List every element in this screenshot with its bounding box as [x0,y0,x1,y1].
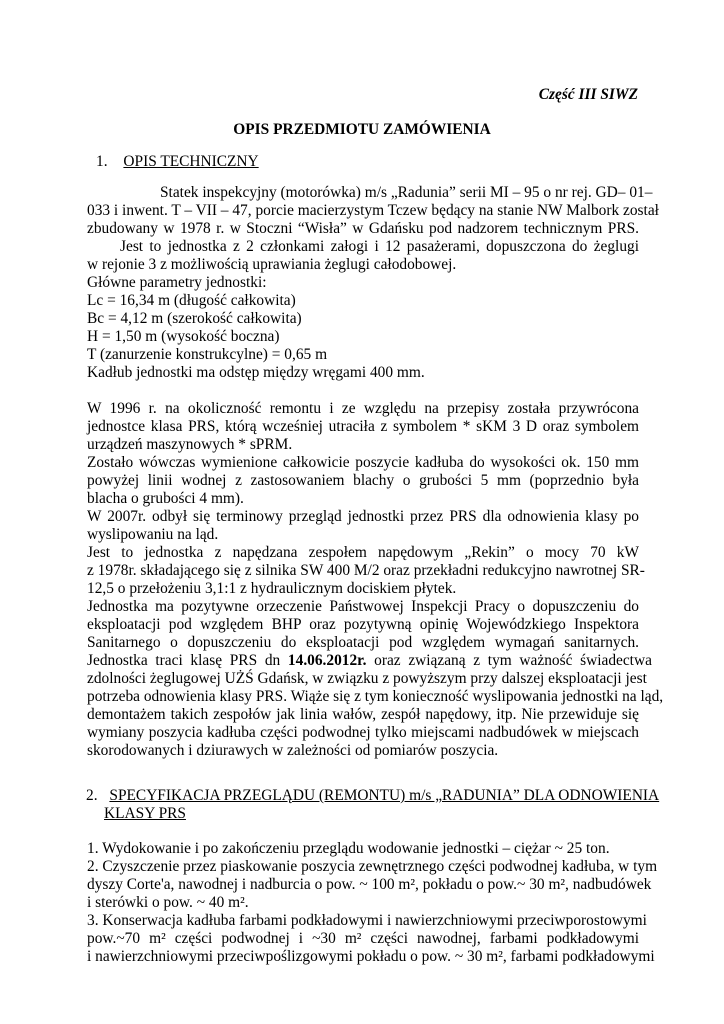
s2-line: i nawierzchniowymi przeciwpoślizgowymi pokładu o pow. ~ 30 m², farbami podkładowymi [87,948,655,965]
section-2-heading [86,787,660,805]
s1-line: wyslipowaniu na ląd. [87,526,219,543]
s2-line: 3. Konserwacja kadłuba farbami podkładowymi i nawierzchniowymi przeciwporostowymi [87,912,647,929]
s2-line: i sterówki o pow. ~ 40 m². [87,894,249,911]
s1-prs-text-a: Jednostka traci klasę PRS dn [87,652,288,669]
s1-line: blacha o grubości 4 mm). [87,490,244,507]
s1-line: potrzeba odnowienia klasy PRS. Wiąże się z tym konieczność wyslipowania jednostki na ląd, [87,688,664,705]
section-1-number: 1. [96,153,108,170]
s1-param-t: T (zanurzenie konstrukcylne) = 0,65 m [87,346,328,363]
s1-param-h: H = 1,50 m (wysokość boczna) [87,328,280,345]
s1-line: Jest to jednostka z 2 członkami załogi i 12 pasażerami, dopuszczona do żeglugi [120,238,639,255]
s1-line: w rejonie 3 z możliwością uprawiania żeglugi całodobowej. [87,256,457,273]
s1-line: 12,5 o przełożeniu 3,1:1 z hydraulicznym dociskiem płytek. [87,580,457,597]
s1-line: Jednostka ma pozytywne orzeczenie Państwowej Inspekcji Pracy o dopuszczeniu do [87,598,639,615]
s1-line: zbudowany w 1978 r. w Stoczni “Wisła” w Gdańsku pod nadzorem technicznym PRS. [87,220,639,237]
s1-line: zdolności żeglugowej UŻŚ Gdańsk, w związku z powyższym przy dalszej eksploatacji jest [87,670,647,687]
s1-line: Jest to jednostka z napędzana zespołem napędowym „Rekin” o mocy 70 kW [87,544,639,561]
s1-line: Statek inspekcyjny (motorówka) m/s „Radunia” serii MI – 95 o nr rej. GD– 01– [160,184,653,201]
s1-param-bc: Bc = 4,12 m (szerokość całkowita) [87,310,302,327]
s1-line: W 2007r. odbył się terminowy przegląd jednostki przez PRS dla odnowienia klasy po [87,508,639,525]
s1-line: skorodowanych i dziurawych w zależności od pomiarów poszycia. [87,742,499,759]
s1-line: jednostce klasa PRS, którą wcześniej utraciła z symbolem * sKM 3 D oraz symbolem [87,418,639,435]
section-2-title-cont: KLASY PRS [104,805,186,822]
s2-line: 2. Czyszczenie przez piaskowanie poszycia zewnętrznego części podwodnej kadłuba, w tym [87,858,658,875]
section-1-heading [96,153,648,171]
s1-prs-line [87,652,652,670]
section-2-title: SPECYFIKACJA PRZEGLĄDU (REMONTU) m/s „RADUNIA” DLA ODNOWIENIA [109,787,660,804]
s1-line: powyżej linii wodnej z zastosowaniem blachy o grubości 5 mm (poprzednio była [87,472,639,489]
s2-line: pow.~70 m² części podwodnej i ~30 m² części nawodnej, farbami podkładowymi [87,930,639,947]
s1-line: W 1996 r. na okoliczność remontu i ze względu na przepisy została przywrócona [87,400,639,417]
s1-line: z 1978r. składającego się z silnika SW 400 M/2 oraz przekładni redukcyjno nawrotnej SR- [87,562,645,579]
s1-line: urządzeń maszynowych * sPRM. [87,436,293,453]
document-title: OPIS PRZEDMIOTU ZAMÓWIENIA [233,121,491,138]
document-part-label: Część III SIWZ [538,86,638,103]
s1-prs-date: 14.06.2012r. [287,652,367,669]
s1-line: Zostało wówczas wymienione całkowicie poszycie kadłuba do wysokości ok. 150 mm [87,454,639,471]
s2-line: dyszy Corte'a, nawodnej i nadburcia o pow. ~ 100 m², pokładu o pow.~ 30 m², nadbudówek [87,876,652,893]
s1-line: Główne parametry jednostki: [87,274,267,291]
s1-line: 033 i inwent. T – VII – 47, porcie macierzystym Tczew będący na stanie NW Malbork został [87,202,659,219]
section-2-number: 2. [86,787,98,804]
section-1-title: OPIS TECHNICZNY [123,153,259,170]
s1-line: eksploatacji pod względem BHP oraz pozytywną opinię Wojewódzkiego Inspektora [87,616,639,633]
s1-line: wymiany poszycia kadłuba części podwodnej tylko miejscami nadbudówek w miejscach [87,724,639,741]
s2-item-1: 1. Wydokowanie i po zakończeniu przeglądu wodowanie jednostki – ciężar ~ 25 ton. [87,840,610,857]
s1-prs-text-b: oraz związaną z tym ważność świadectwa [366,652,652,669]
s1-line: Sanitarnego o dopuszczeniu do eksploatacji pod względem wymagań sanitarnych. [87,634,639,651]
s1-line: demontażem takich zespołów jak linia wałów, zespół napędowy, itp. Nie przewiduje się [87,706,639,723]
s1-param-lc: Lc = 16,34 m (długość całkowita) [87,292,296,309]
s1-line: Kadłub jednostki ma odstęp między wręgami 400 mm. [87,364,425,381]
